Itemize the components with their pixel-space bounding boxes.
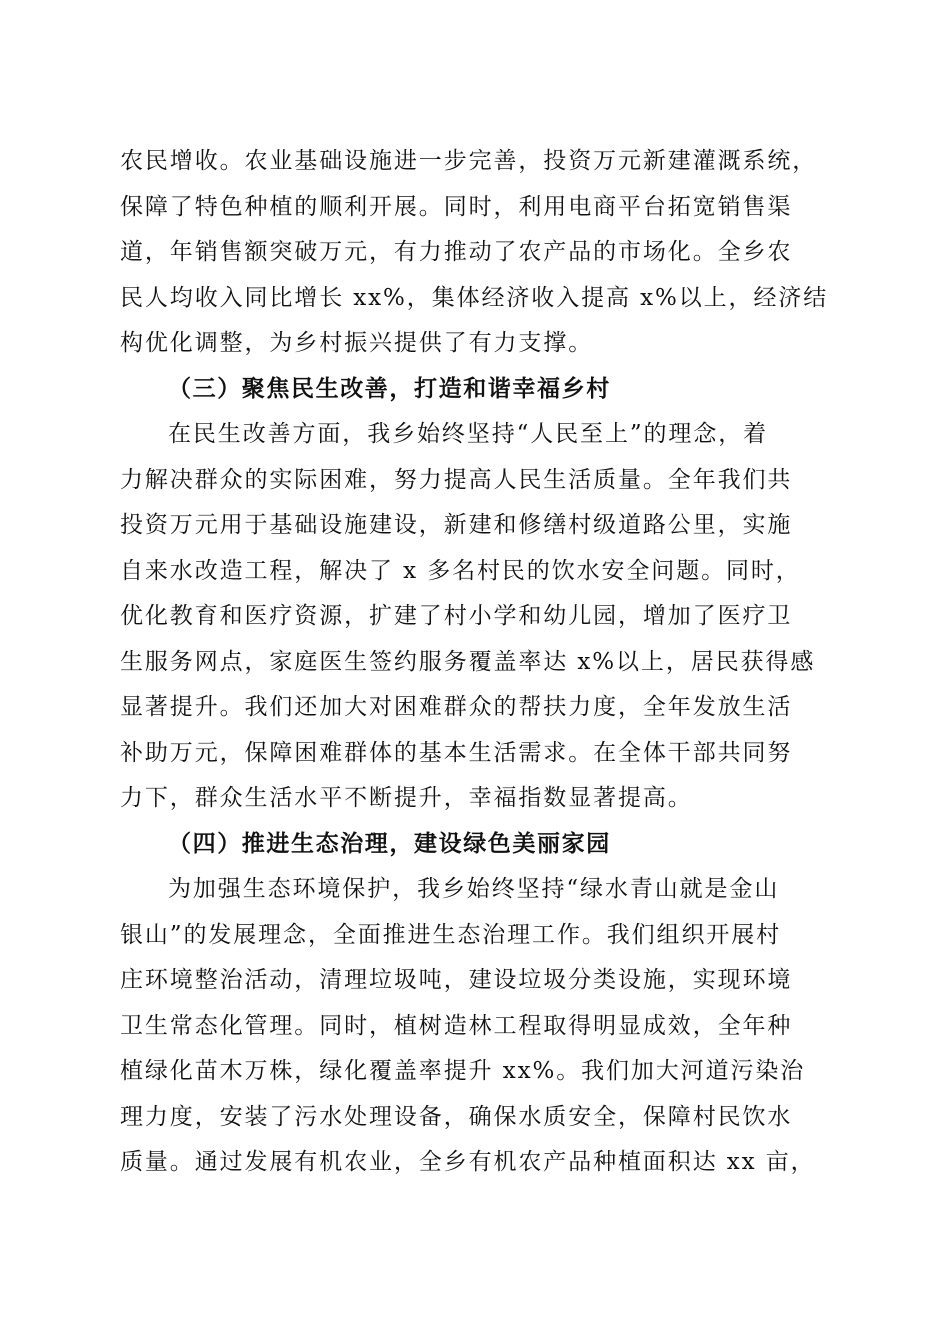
paragraph-line: 庄环境整治活动，清理垃圾吨，建设垃圾分类设施，实现环境 — [120, 967, 793, 993]
section-heading-3: （三）聚焦民生改善，打造和谐幸福乡村 — [168, 375, 611, 402]
paragraph-line: 理力度，安装了污水处理设备，确保水质安全，保障村民饮水 — [120, 1103, 793, 1130]
paragraph-line: 自来水改造工程，解决了 x 多名村民的饮水安全问题。同时， — [120, 557, 801, 584]
paragraph-line: 民人均收入同比增长 xx%，集体经济收入提高 x%以上，经济结 — [120, 284, 829, 311]
section-heading-4: （四）推进生态治理，建设绿色美丽家园 — [168, 830, 611, 857]
paragraph-line: 补助万元，保障困难群体的基本生活需求。在全体干部共同努 — [120, 739, 793, 766]
paragraph-line: 农民增收。农业基础设施进一步完善，投资万元新建灌溉系统， — [120, 148, 818, 174]
paragraph-line: 力解决群众的实际困难，努力提高人民生活质量。全年我们共 — [120, 466, 793, 493]
paragraph-line: 银山”的发展理念，全面推进生态治理工作。我们组织开展村 — [120, 921, 782, 948]
document-body — [120, 139, 832, 1186]
paragraph-line: 显著提升。我们还加大对困难群众的帮扶力度，全年发放生活 — [120, 694, 793, 720]
paragraph-line: 质量。通过发展有机农业，全乡有机农产品种植面积达 xx 亩， — [120, 1149, 816, 1175]
paragraph-line: 道，年销售额突破万元，有力推动了农产品的市场化。全乡农 — [120, 239, 793, 265]
paragraph-line: 卫生常态化管理。同时，植树造林工程取得明显成效，全年种 — [120, 1012, 793, 1039]
paragraph-line: 投资万元用于基础设施建设，新建和修缮村级道路公里，实施 — [120, 512, 793, 538]
paragraph-line: 保障了特色种植的顺利开展。同时，利用电商平台拓宽销售渠 — [120, 193, 793, 220]
paragraph-line: 在民生改善方面，我乡始终坚持“人民至上”的理念，着 — [168, 421, 769, 447]
paragraph-line: 力下，群众生活水平不断提升，幸福指数显著提高。 — [120, 785, 693, 811]
paragraph-line: 为加强生态环境保护，我乡始终坚持“绿水青山就是金山 — [168, 876, 780, 902]
paragraph-line: 植绿化苗木万株，绿化覆盖率提升 xx%。我们加大河道污染治 — [120, 1058, 806, 1084]
paragraph-line: 生服务网点，家庭医生签约服务覆盖率达 x%以上，居民获得感 — [120, 648, 816, 675]
paragraph-line: 构优化调整，为乡村振兴提供了有力支撑。 — [120, 330, 594, 356]
paragraph-line: 优化教育和医疗资源，扩建了村小学和幼儿园，增加了医疗卫 — [120, 603, 793, 629]
